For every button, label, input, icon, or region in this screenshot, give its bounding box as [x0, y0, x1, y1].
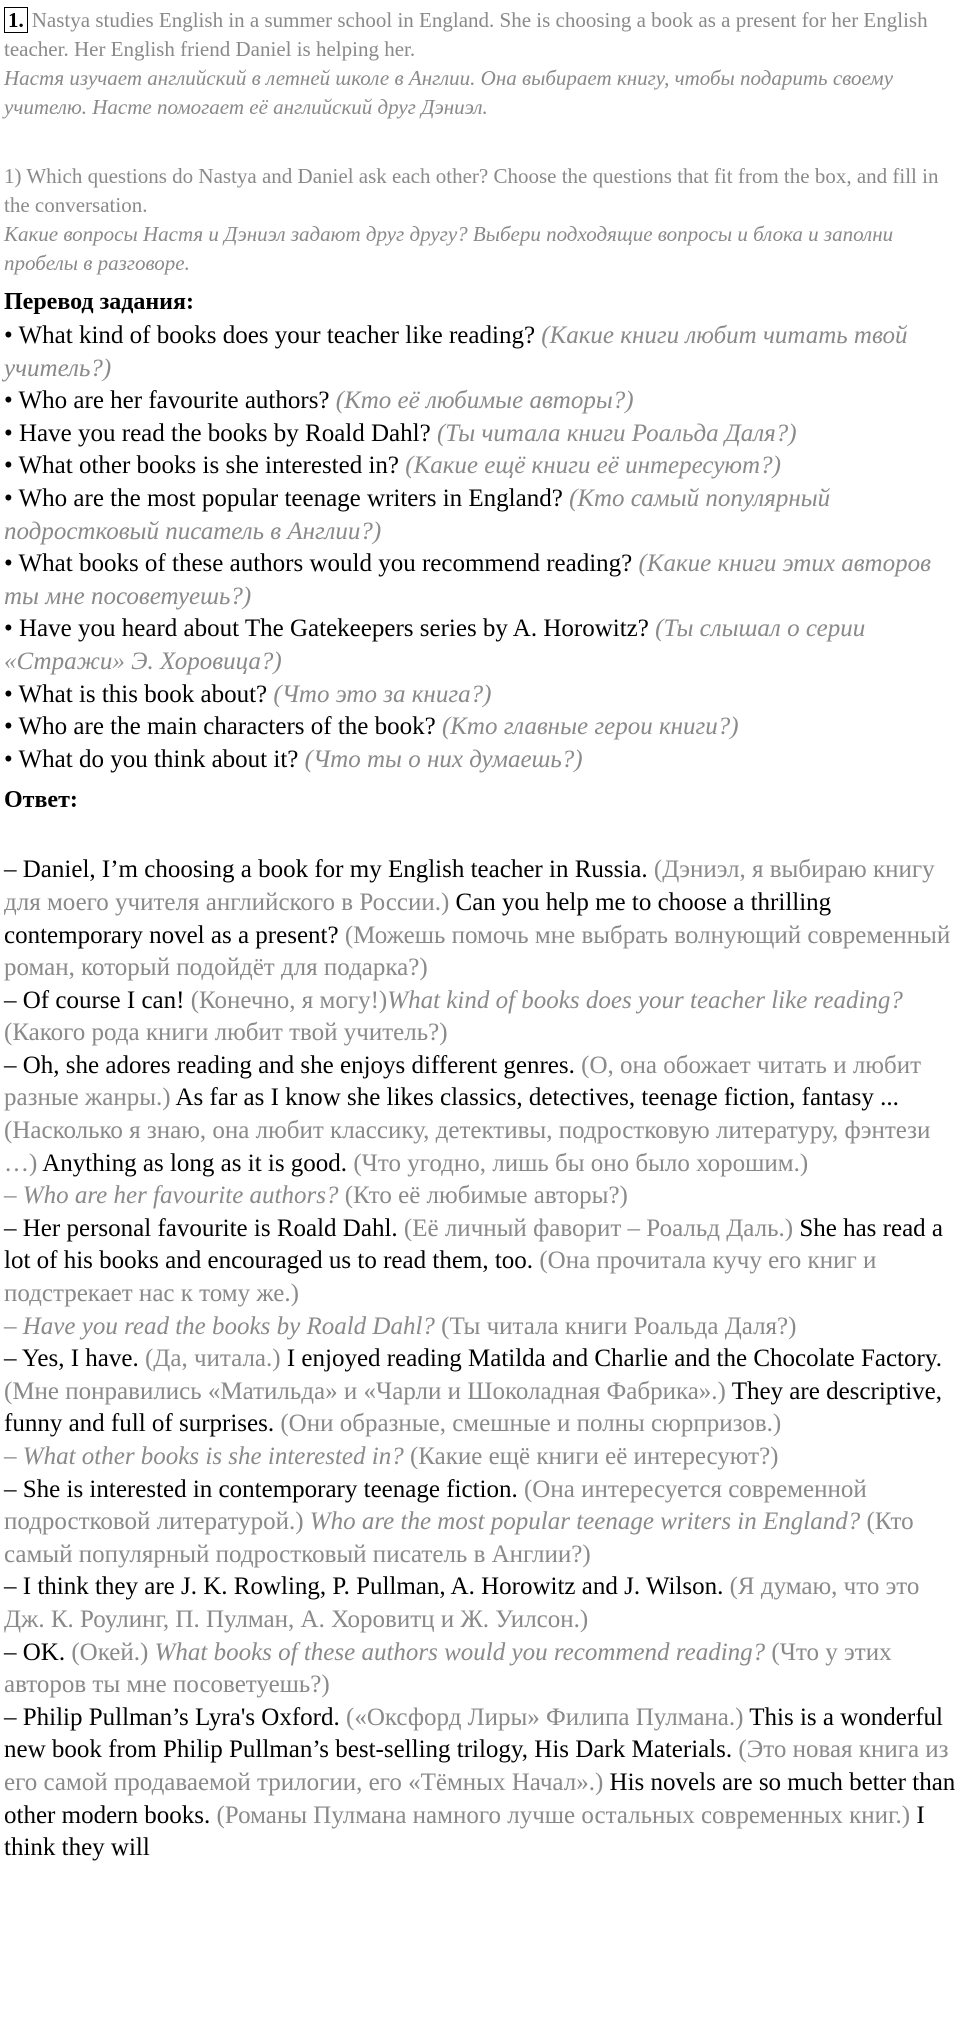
question-ru: (Кто её любимые авторы?) [335, 387, 634, 415]
question-item [4, 320, 956, 385]
question-en: • Have you heard about The Gatekeepers series by A. Horowitz? [4, 615, 649, 643]
question-list [4, 320, 956, 776]
dialog-translation: (Ты читала книги Роальда Даля?) [441, 1312, 797, 1340]
dialog-text: – OK. [4, 1638, 72, 1666]
dialog-question: Who are the most popular teenage writers in England? [309, 1508, 867, 1536]
dialog-translation: (Насколько я знаю, она любит классику, детективы, подростковую литературу, фэнтези …) [4, 1117, 931, 1177]
dialog-question: – Who are her favourite authors? [4, 1182, 345, 1210]
dialog-text: – Oh, she adores reading and she enjoys different genres. [4, 1051, 582, 1079]
dialog-line [4, 1180, 956, 1213]
dialog [4, 854, 956, 1864]
dialog-translation: (Какие ещё книги её интересуют?) [409, 1443, 779, 1470]
question-ru: (Кто самый популярный подростковый писатель в Англии?) [4, 484, 831, 545]
dialog-text: – Her personal favourite is Roald Dahl. [4, 1214, 404, 1242]
question-en: • Who are the most popular teenage writers in England? [4, 484, 563, 512]
question-ru: (Какие книги этих авторов ты мне посоветуешь?) [4, 550, 931, 610]
question-en: • Have you read the books by Roald Dahl? [4, 419, 431, 447]
dialog-line [4, 1571, 956, 1636]
dialog-text: As far as I know she likes classics, detectives, teenage fiction, fantasy ... [175, 1084, 899, 1112]
question-ru: (Какие книги любит читать твой учитель?) [4, 322, 908, 382]
dialog-translation: (О, она обожает читать и любит разные жанры.) [4, 1051, 921, 1112]
dialog-text: She has read a lot of his books and encouraged us to read them, too. [4, 1214, 944, 1275]
task-block [4, 6, 956, 278]
dialog-translation: (Что у этих авторов ты мне посоветуешь?) [4, 1638, 892, 1699]
dialog-line [4, 1474, 956, 1572]
question-item [4, 385, 956, 418]
dialog-text: His novels are so much better than other modern books. [4, 1768, 956, 1829]
task-instruction-en: 1) Which questions do Nastya and Daniel ask each other? Choose the questions that fit from the box, and fill in the conversation. [4, 164, 939, 217]
question-en: • What kind of books does your teacher like reading? [4, 322, 536, 349]
dialog-translation: (Мне понравились «Матильда» и «Чарли и Шоколадная Фабрика».) [4, 1377, 732, 1405]
dialog-text: – Yes, I have. [4, 1345, 145, 1373]
dialog-translation: (Её личный фаворит – Роальд Даль.) [403, 1214, 800, 1242]
task-intro-ru: Настя изучает английский в летней школе в Англии. Она выбирает книгу, чтобы подарить своему учителю. Насте помогает её английский друг Дэниэл. [4, 66, 894, 119]
question-en: • Who are the main characters of the book? [4, 713, 436, 741]
question-item [4, 613, 956, 678]
dialog-translation: (Они образные, смешные и полны сюрпризов.) [280, 1410, 782, 1438]
task-intro [4, 6, 956, 64]
question-item [4, 548, 956, 613]
dialog-translation: (Какого рода книги любит твой учитель?) [4, 1019, 448, 1047]
dialog-translation: (Я думаю, что это Дж. К. Роулинг, П. Пулман, А. Хоровитц и Ж. Уилсон.) [4, 1573, 920, 1633]
question-item [4, 711, 956, 744]
translation-heading: Перевод задания: [4, 289, 194, 315]
dialog-text: – I think they are J. K. Rowling, P. Pullman, A. Horowitz and J. Wilson. [4, 1573, 730, 1601]
dialog-translation: (Это новая книга из его самой продаваемой трилогии, его «Тёмных Начал».) [4, 1736, 949, 1796]
dialog-text: – Daniel, I’m choosing a book for my English teacher in Russia. [4, 856, 654, 884]
dialog-text: I enjoyed reading Matilda and Charlie and the Chocolate Factory. [286, 1345, 942, 1373]
dialog-question: What books of these authors would you recommend reading? [154, 1638, 772, 1666]
question-ru: (Что это за книга?) [273, 680, 492, 708]
dialog-text: Can you help me to choose a thrilling contemporary novel as a present? [4, 888, 832, 949]
dialog-question: – What other books is she interested in? [4, 1443, 410, 1470]
dialog-line [4, 1343, 956, 1441]
dialog-translation: (Она прочитала кучу его книг и подстрекает нас к тому же.) [4, 1247, 877, 1308]
question-ru: (Что ты о них думаешь?) [304, 745, 583, 773]
question-ru: (Ты читала книги Роальда Даля?) [436, 419, 797, 447]
question-en: • What books of these authors would you recommend reading? [4, 550, 633, 578]
question-item [4, 483, 956, 548]
dialog-line [4, 1213, 956, 1311]
dialog-translation: (Конечно, я могу!) [190, 986, 388, 1014]
dialog-line [4, 985, 956, 1050]
question-item [4, 744, 956, 777]
question-ru: (Какие ещё книги её интересуют?) [405, 452, 781, 480]
question-item [4, 418, 956, 451]
dialog-translation: (Окей.) [71, 1638, 155, 1666]
dialog-translation: (Романы Пулмана намного лучше остальных современных книг.) [216, 1801, 917, 1829]
dialog-line [4, 1702, 956, 1865]
dialog-text: I think they will [4, 1801, 925, 1862]
dialog-line [4, 1441, 956, 1474]
question-ru: (Кто главные герои книги?) [441, 713, 739, 741]
task-instruction-ru: Какие вопросы Настя и Дэниэл задают друг другу? Выбери подходящие вопросы и блока и заполни пробелы в разговоре. [4, 222, 894, 275]
question-en: • What is this book about? [4, 680, 268, 708]
dialog-text: – Philip Pullman’s Lyra's Oxford. [4, 1703, 347, 1731]
dialog-line [4, 1311, 956, 1344]
dialog-text: – She is interested in contemporary teenage fiction. [4, 1475, 524, 1503]
dialog-line [4, 854, 956, 984]
dialog-text: This is a wonderful new book from Philip Pullman’s best-selling trilogy, His Dark Materials. [4, 1703, 943, 1764]
dialog-translation: (Что угодно, лишь бы оно было хорошим.) [353, 1149, 809, 1177]
question-en: • Who are her favourite authors? [4, 387, 330, 415]
dialog-translation: (Она интересуется современной подростковой литературой.) [4, 1475, 867, 1536]
dialog-line [4, 1637, 956, 1702]
dialog-translation: (Кто её любимые авторы?) [344, 1182, 628, 1210]
answer-heading: Ответ: [4, 787, 78, 814]
dialog-translation: (Можешь помочь мне выбрать волнующий современный роман, который подойдёт для подарка?) [4, 921, 951, 982]
dialog-text: – Of course I can! [4, 986, 191, 1014]
question-en: • What do you think about it? [4, 745, 299, 773]
dialog-question: What kind of books does your teacher like reading? [387, 986, 903, 1014]
task-number: 1. [4, 7, 28, 33]
dialog-text: They are descriptive, funny and full of surprises. [4, 1377, 943, 1438]
dialog-translation: (Дэниэл, я выбираю книгу для моего учителя английского в России.) [4, 856, 935, 916]
dialog-translation: (Кто самый популярный подростковый писатель в Англии?) [4, 1508, 914, 1568]
question-item [4, 679, 956, 712]
question-en: • What other books is she interested in? [4, 452, 400, 480]
dialog-text: Anything as long as it is good. [42, 1149, 354, 1177]
question-item [4, 450, 956, 483]
dialog-translation: (Да, читала.) [144, 1345, 287, 1373]
dialog-question: – Have you read the books by Roald Dahl? [4, 1312, 442, 1340]
question-ru: (Ты слышал о серии «Стражи» Э. Хоровица?) [4, 615, 866, 675]
dialog-line [4, 1050, 956, 1180]
dialog-translation: («Оксфорд Лиры» Филипа Пулмана.) [346, 1703, 750, 1731]
task-intro-en: Nastya studies English in a summer school in England. She is choosing a book as a present for her English teacher. Her English friend Daniel is helping her. [4, 8, 928, 61]
